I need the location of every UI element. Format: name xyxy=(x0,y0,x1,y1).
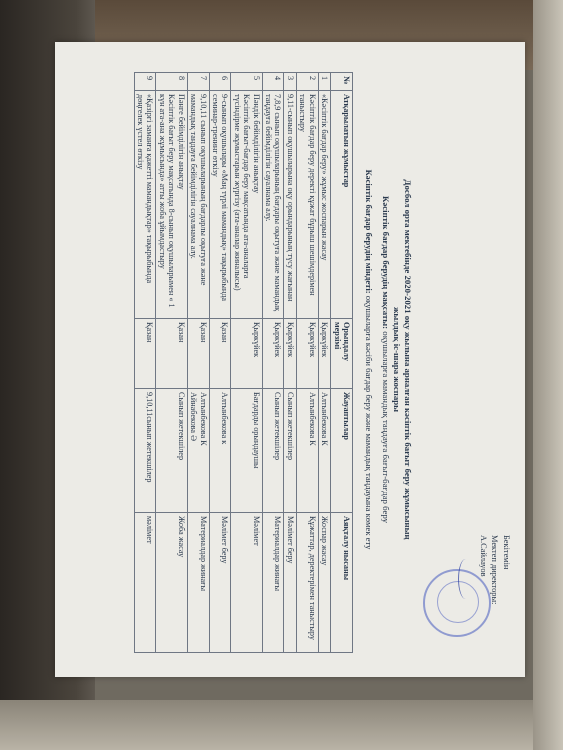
cell-result-form: Жоба жасау xyxy=(156,513,187,653)
table-row xyxy=(156,73,187,653)
cell-deadline: Қыркүйек xyxy=(296,319,318,389)
round-stamp xyxy=(423,569,491,637)
cell-activity: 9-сынып оқушылары «Маң түрлі мамандық» тақырыбында семинар-тренинг өткізу xyxy=(209,91,231,319)
title-line-1: Досбол орта мектебінде 2020-2021 оқу жылына арналған кәсіптік бағыт беру жұмысының xyxy=(403,179,413,540)
paper-sheet xyxy=(55,42,525,677)
header-number: № xyxy=(331,73,353,91)
cell-deadline: Қыркүйек xyxy=(262,319,284,389)
task-line xyxy=(363,82,373,637)
cell-row-number: 9 xyxy=(134,73,156,91)
cell-responsible: 9,10,11сынып жетекшілер xyxy=(134,389,156,513)
approval-line-2: Мектеп директоры: xyxy=(490,535,500,605)
cell-result-form: мәлімет xyxy=(134,513,156,653)
cell-deadline: Қазан xyxy=(187,319,209,389)
table-row xyxy=(209,73,231,653)
cell-deadline: Қазан xyxy=(209,319,231,389)
cell-result-form: Жоспар жасау xyxy=(318,513,330,653)
table-header-row xyxy=(331,73,353,653)
table-row xyxy=(318,73,330,653)
header-result-form: Аяқталу нысаны xyxy=(331,513,353,653)
cell-responsible: Бағдарды орындаушы xyxy=(231,389,262,513)
table-row xyxy=(284,73,296,653)
cell-row-number: 6 xyxy=(209,73,231,91)
cell-result-form: Мәлімет xyxy=(231,513,262,653)
cell-result-form: Құжаттар, деректерімен таныстыру xyxy=(296,513,318,653)
cell-deadline: Қазан xyxy=(134,319,156,389)
cell-activity: 7,8,9 сынып оқушыларының бағдары оқытуға және мамандық таңдауға бейімділігін сауалнама алу. xyxy=(262,91,284,319)
surface-bottom xyxy=(0,700,563,750)
cell-result-form: Мәлімет беру xyxy=(284,513,296,653)
cell-activity: 9,10,11 сынып оқушыларының бағдарлы оқытуға және мамандық таңдауға бейімділігін сауалнама алу. xyxy=(187,91,209,319)
task-text: оқушыларға кәсіби бағдар беру және мамандық таңдауына көмек ету xyxy=(364,295,374,550)
table-row xyxy=(296,73,318,653)
surface-right xyxy=(533,0,563,750)
cell-activity: 9,11-сынып оқушыларына оқу орындарының түсу жағынан xyxy=(284,91,296,319)
cell-responsible: Алтынбекова к xyxy=(209,389,231,513)
header-responsible: Жауаптылар xyxy=(331,389,353,513)
cell-activity: Кәсіптік бағдар беру деректі құжат бұрыш шешімдерімен таныстыру xyxy=(296,91,318,319)
header-activities: Атқарылатын жұмыстар xyxy=(331,91,353,319)
cell-deadline: Қазан xyxy=(156,319,187,389)
table-row xyxy=(134,73,156,653)
signature xyxy=(458,559,473,599)
cell-responsible: Алтынбекова К Айнабекова Ә xyxy=(187,389,209,513)
cell-row-number: 1 xyxy=(318,73,330,91)
table-row xyxy=(187,73,209,653)
document-title xyxy=(380,102,413,617)
cell-responsible: Сынып жетекшілер xyxy=(156,389,187,513)
table-row xyxy=(262,73,284,653)
cell-result-form: Материалдар жинағы xyxy=(187,513,209,653)
cell-row-number: 3 xyxy=(284,73,296,91)
cell-responsible: Алтынбекова К xyxy=(296,389,318,513)
cell-responsible: Алтынбекова К xyxy=(318,389,330,513)
table-row xyxy=(231,73,262,653)
plan-table xyxy=(134,72,353,653)
title-line-2: жылдық іс-шара жоспары xyxy=(391,306,402,413)
cell-row-number: 2 xyxy=(296,73,318,91)
cell-responsible: Сынып жетекшілер xyxy=(284,389,296,513)
cell-row-number: 5 xyxy=(231,73,262,91)
approval-line-1: Бекітемін xyxy=(502,535,511,570)
cell-row-number: 8 xyxy=(156,73,187,91)
cell-activity: Пәнге бейімділігін анықтау Кәсіптік бағыт беру мақсатында 8-сынып оқушыларымен « 1 күн ата-ана жұмысында» атты жоба ұйымдастыру xyxy=(156,91,187,319)
cell-deadline: Қыркүйек xyxy=(231,319,262,389)
cell-deadline: Қыркүйек xyxy=(318,319,330,389)
cell-row-number: 4 xyxy=(262,73,284,91)
cell-result-form: Материалдар жинағы xyxy=(262,513,284,653)
cell-activity: «Кәсіптік бағдар беру» жұмыс жоспарын жасау xyxy=(318,91,330,319)
cell-activity: Пәндік бейімділігін анықтау Кәсіптік бағыт-бағдар беру мақсатында ата-аналарға түсіндірме жұмыстарын жүргізу (ата-аналар жиналысы) xyxy=(231,91,262,319)
task-label: Кәсіптік бағдар берудің міндеті: xyxy=(364,169,374,294)
goal-text: оқушыларға мамандық таңдауға бағыт-бағдар беру xyxy=(380,331,391,524)
cell-responsible: Сынып жетекшілер xyxy=(262,389,284,513)
approval-line-3: А.Сайлауов xyxy=(478,535,488,577)
cell-deadline: Қыркүйек xyxy=(284,319,296,389)
goal-label: Кәсіптік бағдар берудің мақсаты: xyxy=(380,195,391,330)
cell-result-form: Мәлімет беру xyxy=(209,513,231,653)
cell-row-number: 7 xyxy=(187,73,209,91)
header-deadline: Орындалу мерзімі xyxy=(331,319,353,389)
cell-activity: «Қазіргі заманға қажетті мамандықтар» тақырыбында дөңгелек үстел өткізу xyxy=(134,91,156,319)
